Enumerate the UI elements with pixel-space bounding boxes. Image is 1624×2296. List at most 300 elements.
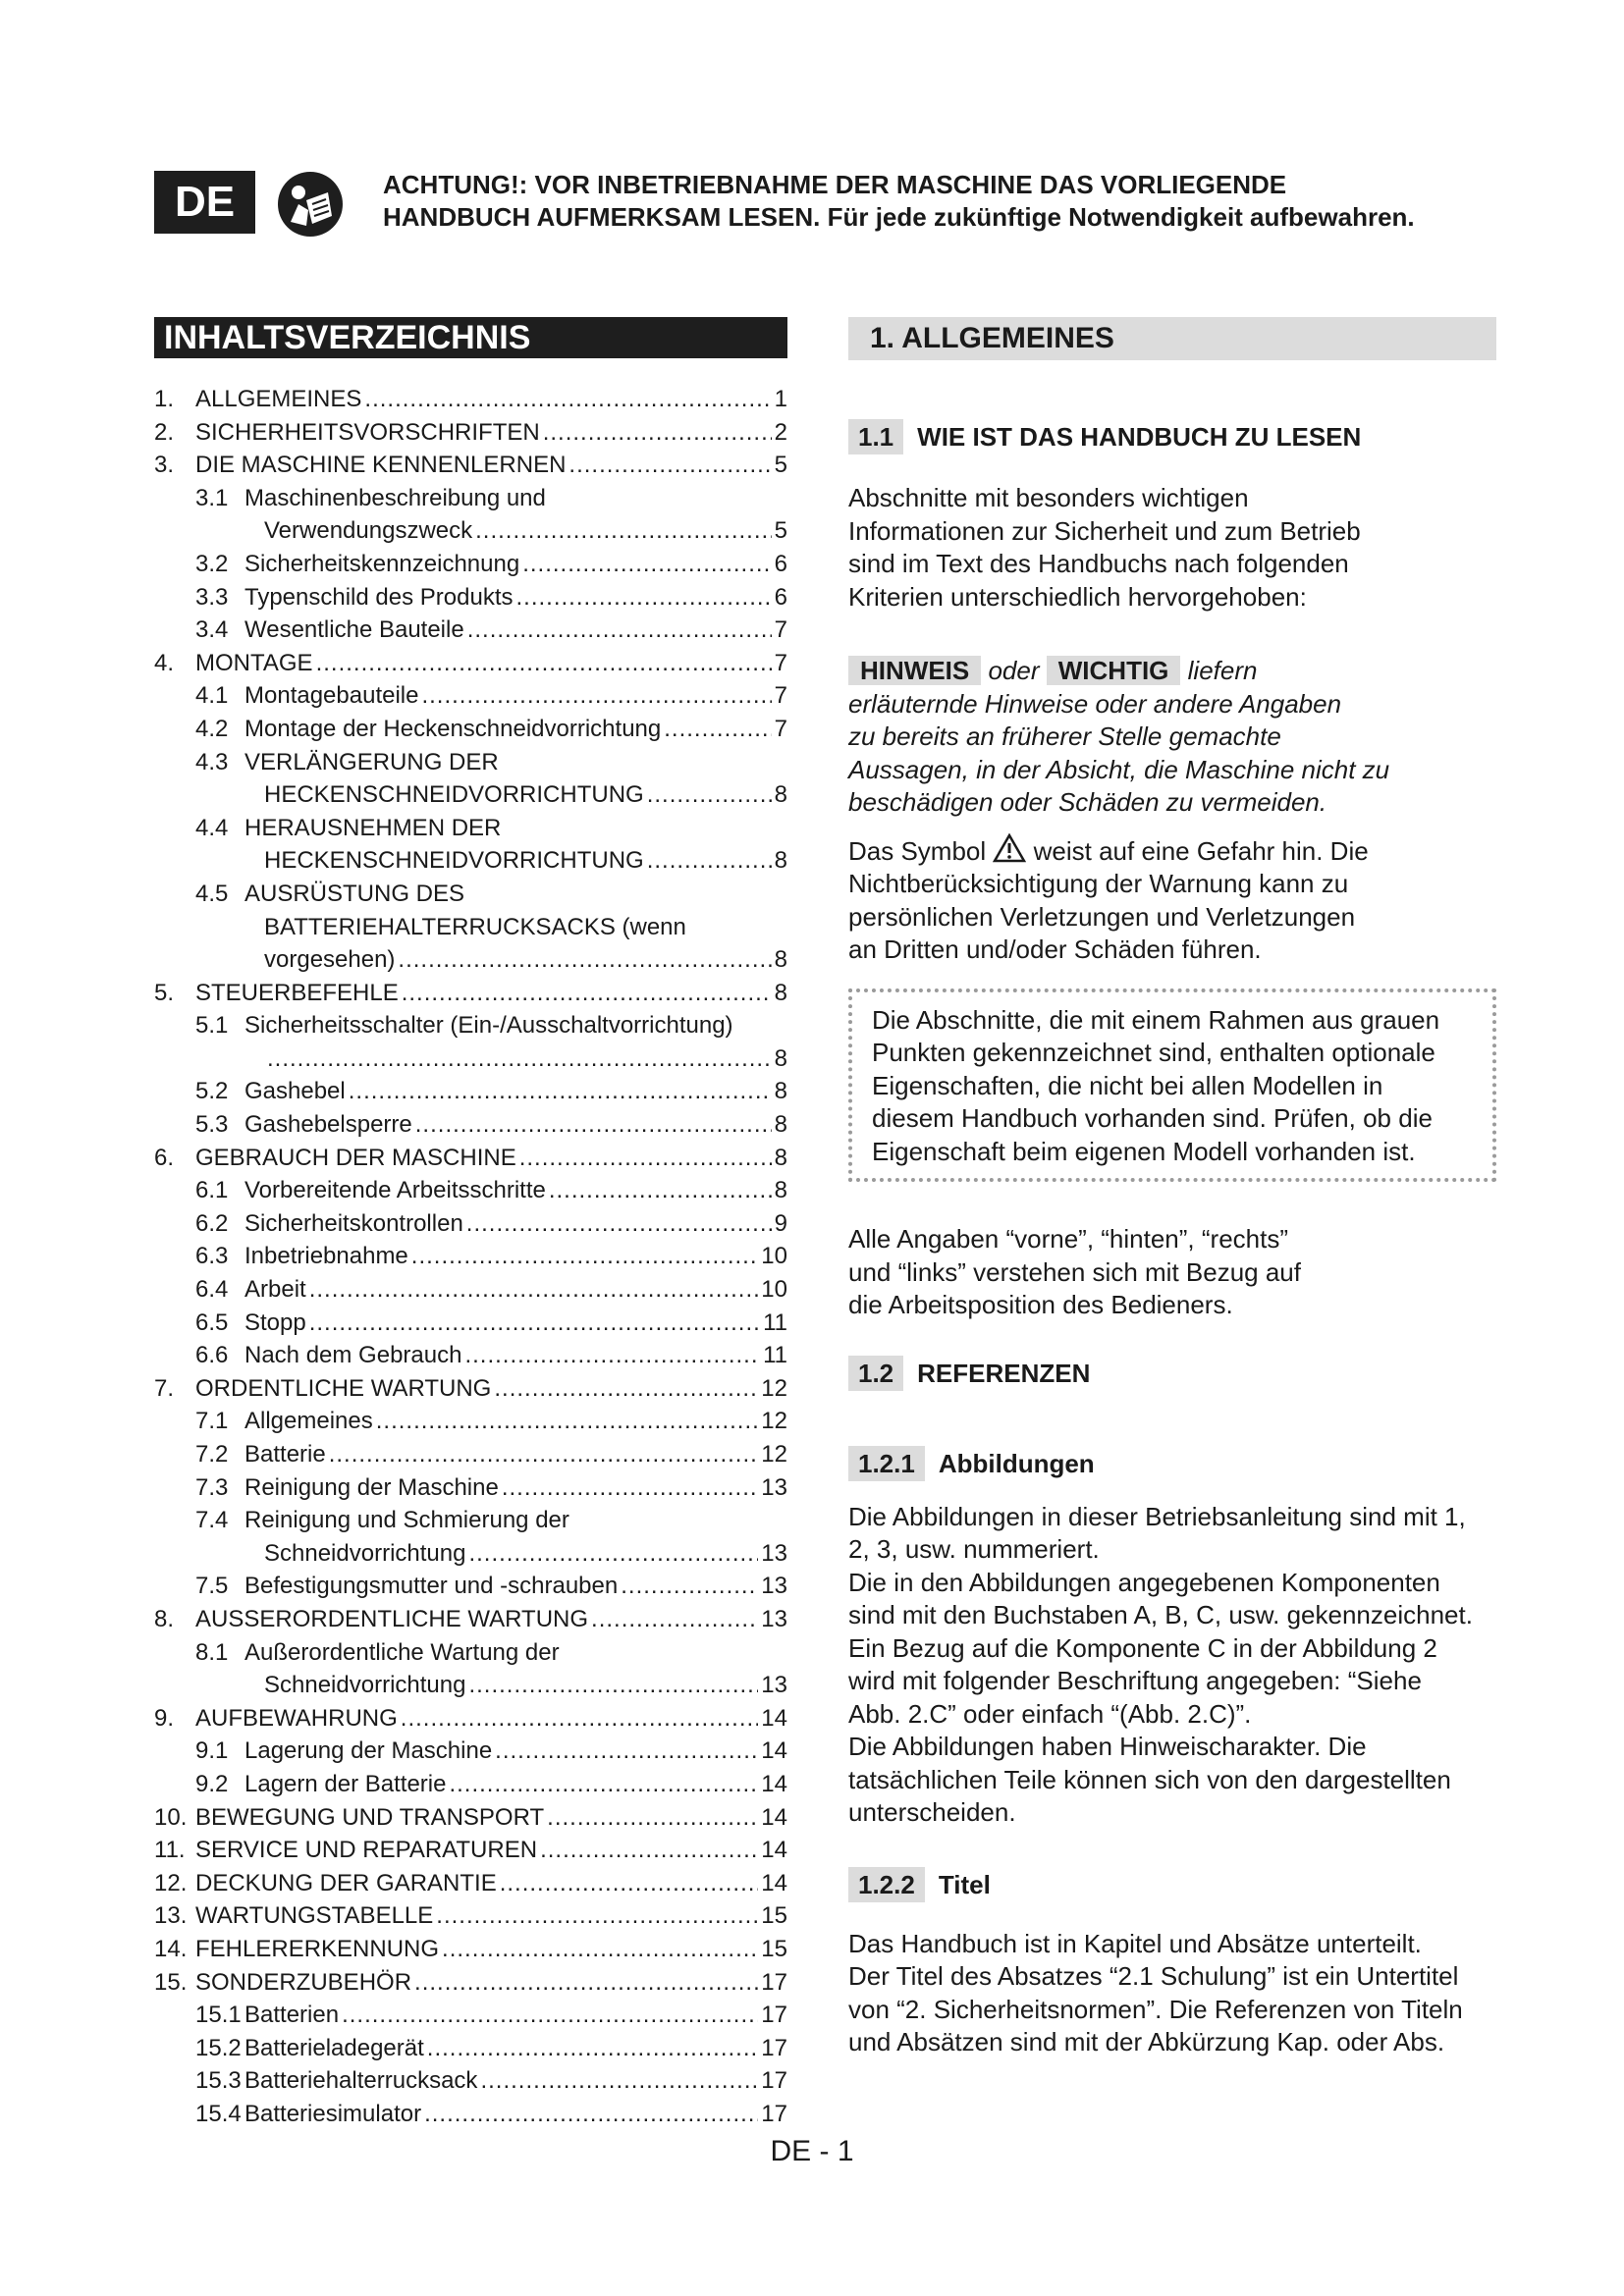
toc-page-number: 13	[761, 1573, 787, 1600]
toc-page-number: 14	[761, 1737, 787, 1765]
toc-text: Inbetriebnahme	[244, 1243, 408, 1270]
toc-number: 7.1	[195, 1408, 229, 1435]
toc-text: Batteriehalterrucksack	[244, 2067, 478, 2095]
toc-number: 15.4	[195, 2100, 242, 2127]
text-line: von “2. Sicherheitsnormen”. Die Referenzen von Titeln	[848, 1994, 1463, 2024]
toc-text: Batterien	[244, 2002, 340, 2029]
text-line: Das Handbuch ist in Kapitel und Absätze unterteilt.	[848, 1928, 1422, 1958]
toc-leader-dots	[449, 1768, 758, 1801]
text-line: Alle Angaben “vorne”, “hinten”, “rechts”	[848, 1224, 1288, 1254]
read-manual-icon	[277, 171, 344, 238]
toc-page-number: 17	[761, 2067, 787, 2095]
toc-text: Batterieladegerät	[244, 2034, 424, 2061]
toc-text: Gashebel	[244, 1078, 346, 1105]
text-line: diesem Handbuch vorhanden sind. Prüfen, ob die	[872, 1103, 1433, 1133]
toc-page-number: 5	[774, 517, 787, 545]
subsection-number: 1.1	[848, 419, 903, 454]
toc-number: 6.	[154, 1144, 175, 1171]
toc-leader-dots	[309, 1307, 760, 1340]
subsection-1-2-2-heading	[848, 1867, 1496, 1902]
toc-number: 4.1	[195, 682, 229, 710]
toc-entry	[154, 647, 787, 680]
toc-number: 6.2	[195, 1209, 229, 1237]
toc-page-number: 7	[774, 649, 787, 676]
toc-entry	[154, 614, 787, 647]
toc-leader-dots	[401, 1702, 759, 1735]
toc-leader-dots	[543, 416, 772, 450]
note-paragraph	[848, 655, 1496, 820]
toc-page-number: 7	[774, 715, 787, 742]
toc-page-number: 8	[774, 946, 787, 974]
symbol-paragraph	[848, 833, 1496, 967]
toc-text: Wesentliche Bauteile	[244, 616, 464, 644]
toc-page-number: 8	[774, 1111, 787, 1139]
text-line: Nichtberücksichtigung der Warnung kann zu	[848, 869, 1349, 898]
toc-page-number: 17	[761, 1968, 787, 1996]
toc-entry	[154, 1735, 787, 1768]
toc-text: SONDERZUBEHÖR	[195, 1968, 412, 1996]
toc-title: INHALTSVERZEICHNIS	[154, 317, 787, 358]
toc-text: vorgesehen)	[264, 946, 396, 974]
toc-number: 12.	[154, 1869, 188, 1896]
toc-page-number: 7	[774, 682, 787, 710]
toc-number: 7.3	[195, 1473, 229, 1501]
section-1-title: 1. ALLGEMEINES	[848, 317, 1496, 360]
toc-page-number: 9	[774, 1209, 787, 1237]
header-line-2: HANDBUCH AUFMERKSAM LESEN. Für jede zukünftige Notwendigkeit aufbewahren.	[383, 202, 1415, 232]
toc-entry	[154, 878, 787, 911]
text-line: sind im Text des Handbuchs nach folgenden	[848, 549, 1349, 578]
toc-text: Montagebauteile	[244, 682, 419, 710]
toc-text: HECKENSCHNEIDVORRICHTUNG	[264, 847, 644, 875]
toc-number: 7.5	[195, 1573, 229, 1600]
toc-leader-dots	[468, 1669, 758, 1702]
text-line: Aussagen, in der Absicht, die Maschine nicht zu	[848, 754, 1390, 784]
toc-text: Nach dem Gebrauch	[244, 1342, 462, 1369]
toc-text: STEUERBEFEHLE	[195, 979, 399, 1006]
toc-page-number: 6	[774, 550, 787, 577]
text-line: persönlichen Verletzungen und Verletzungen	[848, 901, 1356, 932]
toc-entry	[154, 1966, 787, 2000]
toc-number: 6.1	[195, 1177, 229, 1204]
toc-text: GEBRAUCH DER MASCHINE	[195, 1144, 516, 1171]
toc-entry	[154, 1537, 787, 1571]
toc-entry	[154, 2098, 787, 2131]
toc-page-number: 17	[761, 2002, 787, 2029]
toc-number: 15.2	[195, 2034, 242, 2061]
toc-number: 7.2	[195, 1441, 229, 1468]
toc-text: Verwendungszweck	[264, 517, 473, 545]
toc-page-number: 17	[761, 2034, 787, 2061]
toc-leader-dots	[495, 1735, 758, 1768]
toc-page-number: 10	[761, 1276, 787, 1304]
toc-number: 5.	[154, 979, 175, 1006]
toc-entry	[154, 1570, 787, 1603]
toc-entry	[154, 1108, 787, 1142]
toc-text: SICHERHEITSVORSCHRIFTEN	[195, 418, 540, 446]
toc-leader-dots	[342, 1999, 758, 2032]
titles-paragraph	[848, 1928, 1496, 2059]
toc-text: Außerordentliche Wartung der	[244, 1638, 560, 1666]
subsection-number: 1.2	[848, 1356, 903, 1391]
toc-leader-dots	[349, 1075, 772, 1108]
toc-text: Sicherheitskontrollen	[244, 1209, 463, 1237]
toc-text: SERVICE UND REPARATUREN	[195, 1837, 538, 1864]
toc-page-number: 14	[761, 1837, 787, 1864]
toc-text: Befestigungsmutter und -schrauben	[244, 1573, 619, 1600]
toc-page-number: 8	[774, 1144, 787, 1171]
toc-leader-dots	[411, 1240, 759, 1273]
toc-text: Typenschild des Produkts	[244, 583, 514, 611]
toc-entry	[154, 383, 787, 416]
text-line: die Arbeitsposition des Bedieners.	[848, 1290, 1233, 1319]
toc-text: Reinigung der Maschine	[244, 1473, 499, 1501]
toc-entry	[154, 1405, 787, 1438]
toc-entry	[154, 1669, 787, 1702]
subsection-title: REFERENZEN	[917, 1358, 1091, 1388]
toc-leader-dots	[547, 1801, 758, 1835]
toc-leader-dots	[415, 1108, 772, 1142]
toc-text: Stopp	[244, 1308, 306, 1336]
safety-warning-header	[383, 169, 1415, 234]
hinweis-tag: HINWEIS	[848, 656, 981, 685]
toc-text: Maschinenbeschreibung und	[244, 484, 546, 511]
text-line: erläuternde Hinweise oder andere Angaben	[848, 688, 1342, 719]
toc-entry	[154, 416, 787, 450]
language-badge: DE	[154, 171, 255, 234]
toc-text: DIE MASCHINE KENNENLERNEN	[195, 452, 567, 479]
toc-number: 5.1	[195, 1012, 229, 1040]
subsection-number: 1.2.2	[848, 1867, 925, 1902]
toc-page-number: 12	[761, 1374, 787, 1402]
toc-text: Gashebelsperre	[244, 1111, 412, 1139]
toc-entry	[154, 1702, 787, 1735]
toc-page-number: 14	[761, 1869, 787, 1896]
toc-entry	[154, 778, 787, 812]
subsection-title: WIE IST DAS HANDBUCH ZU LESEN	[917, 422, 1362, 452]
toc-leader-dots	[621, 1570, 758, 1603]
text-line: beschädigen oder Schäden zu vermeiden.	[848, 787, 1327, 817]
toc-entry	[154, 1471, 787, 1505]
toc-number: 4.	[154, 649, 175, 676]
toc-entry	[154, 943, 787, 977]
toc-number: 10.	[154, 1803, 188, 1831]
toc-entry	[154, 1438, 787, 1471]
toc-text: ORDENTLICHE WARTUNG	[195, 1374, 492, 1402]
toc-page-number: 15	[761, 1935, 787, 1962]
toc-entry	[154, 1999, 787, 2032]
wichtig-tag: WICHTIG	[1047, 656, 1181, 685]
toc-page-number: 8	[774, 1177, 787, 1204]
toc-text: Schneidvorrichtung	[264, 1672, 466, 1699]
toc-page-number: 10	[761, 1243, 787, 1270]
toc-leader-dots	[500, 1867, 759, 1900]
text-line: zu bereits an früherer Stelle gemachte	[848, 721, 1281, 751]
toc-leader-dots	[494, 1372, 758, 1406]
toc-entry	[154, 1867, 787, 1900]
toc-text: Lagern der Batterie	[244, 1770, 447, 1797]
toc-leader-dots	[329, 1438, 759, 1471]
toc-page-number: 7	[774, 616, 787, 644]
toc-text: HECKENSCHNEIDVORRICHTUNG	[264, 781, 644, 809]
toc-entry	[154, 1075, 787, 1108]
toc-page-number: 6	[774, 583, 787, 611]
toc-text: Montage der Heckenschneidvorrichtung	[244, 715, 662, 742]
toc-leader-dots	[466, 1207, 772, 1241]
toc-leader-dots	[549, 1174, 772, 1207]
toc-page-number: 1	[774, 386, 787, 412]
toc-entry	[154, 1142, 787, 1175]
toc-text: Lagerung der Maschine	[244, 1737, 493, 1765]
toc-entry	[154, 2064, 787, 2098]
text-line: Die Abbildungen in dieser Betriebsanleitung sind mit 1,	[848, 1501, 1466, 1531]
text-line: Die in den Abbildungen angegebenen Komponenten	[848, 1567, 1440, 1597]
toc-page-number: 5	[774, 452, 787, 479]
toc-leader-dots	[568, 449, 771, 482]
toc-entry	[154, 911, 787, 944]
subsection-1-2-1-heading	[848, 1446, 1496, 1481]
toc-leader-dots	[515, 581, 771, 614]
toc-number: 4.4	[195, 814, 229, 841]
toc-leader-dots	[475, 514, 772, 548]
toc-page-number: 8	[774, 1078, 787, 1105]
toc-number: 7.	[154, 1374, 175, 1402]
toc-text: DECKUNG DER GARANTIE	[195, 1869, 497, 1896]
toc-leader-dots	[502, 1471, 758, 1505]
toc-leader-dots	[398, 943, 771, 977]
text-line: Kriterien unterschiedlich hervorgehoben:	[848, 581, 1307, 612]
toc-number: 7.4	[195, 1507, 229, 1534]
toc-leader-dots	[468, 1537, 758, 1571]
toc-entry	[154, 1603, 787, 1636]
subsection-1-1-heading	[848, 419, 1496, 454]
toc-text: Vorbereitende Arbeitsschritte	[244, 1177, 546, 1204]
toc-number: 8.1	[195, 1638, 229, 1666]
toc-number: 9.1	[195, 1737, 229, 1765]
toc-page-number: 11	[763, 1342, 787, 1369]
toc-leader-dots	[467, 614, 772, 647]
toc-text: Arbeit	[244, 1276, 306, 1304]
toc-number: 3.1	[195, 484, 229, 511]
toc-number: 9.2	[195, 1770, 229, 1797]
toc-text: AUSRÜSTUNG DES	[244, 880, 465, 907]
toc-number: 8.	[154, 1605, 175, 1632]
toc-entry	[154, 679, 787, 713]
toc-entry	[154, 1372, 787, 1406]
toc-page-number: 13	[761, 1672, 787, 1699]
toc-leader-dots	[519, 1142, 772, 1175]
toc-entry	[154, 977, 787, 1010]
symbol-suffix: weist auf eine Gefahr hin. Die	[1033, 835, 1369, 866]
toc-page-number: 14	[761, 1803, 787, 1831]
toc-leader-dots	[424, 2098, 758, 2131]
toc-page-number: 8	[774, 781, 787, 809]
toc-entry	[154, 1768, 787, 1801]
toc-leader-dots	[647, 844, 772, 878]
toc-entry	[154, 1834, 787, 1867]
toc-number: 15.3	[195, 2067, 242, 2095]
toc-text: Sicherheitskennzeichnung	[244, 550, 520, 577]
toc-leader-dots	[647, 778, 772, 812]
toc-entry	[154, 482, 787, 515]
toc-number: 2.	[154, 418, 175, 446]
toc-page-number: 13	[761, 1473, 787, 1501]
toc-entry	[154, 746, 787, 779]
toc-entry	[154, 1801, 787, 1835]
toc-entry	[154, 1933, 787, 1966]
text-line: Abb. 2.C” oder einfach “(Abb. 2.C)”.	[848, 1698, 1252, 1729]
toc-text: BEWEGUNG UND TRANSPORT	[195, 1803, 545, 1831]
toc-entry	[154, 1899, 787, 1933]
table-of-contents	[154, 383, 787, 2130]
toc-leader-dots	[442, 1933, 758, 1966]
toc-page-number: 13	[761, 1605, 787, 1632]
toc-number: 1.	[154, 386, 175, 412]
directions-paragraph	[848, 1223, 1496, 1322]
text-line: und “links” verstehen sich mit Bezug auf	[848, 1256, 1301, 1287]
text-line: Eigenschaften, die nicht bei allen Modellen in	[872, 1070, 1383, 1100]
toc-number: 6.3	[195, 1243, 229, 1270]
page-number: DE - 1	[770, 2135, 854, 2167]
toc-page-number: 8	[774, 979, 787, 1006]
toc-page-number: 12	[761, 1441, 787, 1468]
toc-leader-dots	[427, 2032, 759, 2065]
text-line: unterscheiden.	[848, 1797, 1016, 1827]
toc-number: 6.5	[195, 1308, 229, 1336]
toc-page-number: 8	[774, 847, 787, 875]
toc-leader-dots	[376, 1405, 759, 1438]
toc-entry	[154, 1339, 787, 1372]
toc-page-number: 8	[774, 1044, 787, 1072]
toc-number: 13.	[154, 1902, 188, 1930]
subsection-1-2-heading	[848, 1356, 1496, 1391]
toc-entry	[154, 2032, 787, 2065]
optional-features-box	[848, 988, 1496, 1183]
toc-number: 4.5	[195, 880, 229, 907]
toc-text: MONTAGE	[195, 649, 313, 676]
toc-number: 6.6	[195, 1342, 229, 1369]
toc-leader-dots	[267, 1042, 772, 1076]
toc-text: FEHLERERKENNUNG	[195, 1935, 440, 1962]
toc-text: VERLÄNGERUNG DER	[244, 748, 499, 775]
warning-triangle-icon	[993, 833, 1026, 863]
toc-leader-dots	[402, 977, 772, 1010]
toc-entry	[154, 812, 787, 845]
toc-leader-dots	[522, 548, 771, 581]
oder-text: oder	[988, 656, 1040, 685]
toc-entry	[154, 1307, 787, 1340]
toc-entry	[154, 1504, 787, 1537]
toc-text: Batterie	[244, 1441, 326, 1468]
toc-number: 3.3	[195, 583, 229, 611]
toc-page-number: 15	[761, 1902, 787, 1930]
text-line: an Dritten und/oder Schäden führen.	[848, 934, 1262, 964]
subsection-title: Abbildungen	[938, 1448, 1095, 1478]
toc-text: Batteriesimulator	[244, 2100, 422, 2127]
text-line: Die Abbildungen haben Hinweischarakter. Die	[848, 1732, 1367, 1761]
toc-page-number: 14	[761, 1704, 787, 1732]
toc-text: WARTUNGSTABELLE	[195, 1902, 434, 1930]
toc-number: 4.2	[195, 715, 229, 742]
text-line: Abschnitte mit besonders wichtigen	[848, 483, 1249, 512]
toc-page-number: 12	[761, 1408, 787, 1435]
intro-paragraph	[848, 482, 1496, 614]
toc-leader-dots	[464, 1339, 760, 1372]
toc-leader-dots	[664, 713, 771, 746]
toc-entry	[154, 1174, 787, 1207]
toc-leader-dots	[316, 647, 772, 680]
symbol-prefix: Das Symbol	[848, 835, 987, 866]
text-line: Der Titel des Absatzes “2.1 Schulung” ist ein Untertitel	[848, 1961, 1459, 1991]
text-line: Informationen zur Sicherheit und zum Betrieb	[848, 515, 1361, 546]
toc-leader-dots	[309, 1273, 759, 1307]
toc-page-number: 13	[761, 1539, 787, 1567]
toc-number: 15.1	[195, 2002, 242, 2029]
toc-leader-dots	[591, 1603, 758, 1636]
toc-entry	[154, 844, 787, 878]
toc-entry	[154, 1042, 787, 1076]
toc-text: AUFBEWAHRUNG	[195, 1704, 398, 1732]
text-line: und Absätzen sind mit der Abkürzung Kap. oder Abs.	[848, 2027, 1445, 2056]
toc-leader-dots	[421, 679, 771, 713]
toc-number: 5.2	[195, 1078, 229, 1105]
toc-text: AUSSERORDENTLICHE WARTUNG	[195, 1605, 589, 1632]
toc-number: 3.	[154, 452, 175, 479]
toc-page-number: 17	[761, 2100, 787, 2127]
toc-number: 3.4	[195, 616, 229, 644]
toc-entry	[154, 1240, 787, 1273]
text-line: Eigenschaft beim eigenen Modell vorhanden ist.	[872, 1136, 1416, 1166]
toc-text: Allgemeines	[244, 1408, 373, 1435]
toc-entry	[154, 713, 787, 746]
toc-number: 6.4	[195, 1276, 229, 1304]
text-line: 2, 3, usw. nummeriert.	[848, 1534, 1100, 1564]
toc-text: HERAUSNEHMEN DER	[244, 814, 502, 841]
toc-entry	[154, 1636, 787, 1670]
toc-text: BATTERIEHALTERRUCKSACKS (wenn	[264, 913, 686, 940]
toc-leader-dots	[436, 1899, 758, 1933]
toc-text: Sicherheitsschalter (Ein-/Ausschaltvorrichtung)	[244, 1012, 733, 1040]
toc-number: 14.	[154, 1935, 188, 1962]
toc-leader-dots	[364, 383, 771, 416]
toc-entry	[154, 1273, 787, 1307]
toc-number: 15.	[154, 1968, 188, 1996]
figures-paragraph	[848, 1501, 1496, 1830]
toc-leader-dots	[540, 1834, 758, 1867]
toc-text: Reinigung und Schmierung der	[244, 1507, 569, 1534]
subsection-number: 1.2.1	[848, 1446, 925, 1481]
text-line: Ein Bezug auf die Komponente C in der Abbildung 2	[848, 1632, 1437, 1663]
text-line: Punkten gekennzeichnet sind, enthalten optionale	[872, 1038, 1435, 1067]
toc-text: ALLGEMEINES	[195, 386, 362, 412]
toc-page-number: 11	[763, 1308, 787, 1336]
toc-entry	[154, 581, 787, 614]
toc-page-number: 2	[774, 418, 787, 446]
toc-entry	[154, 449, 787, 482]
toc-entry	[154, 514, 787, 548]
header-line-1: ACHTUNG!: VOR INBETRIEBNAHME DER MASCHINE DAS VORLIEGENDE	[383, 170, 1287, 199]
text-line: wird mit folgender Beschriftung angegeben: “Siehe	[848, 1666, 1422, 1695]
text-line: sind mit den Buchstaben A, B, C, usw. gekennzeichnet.	[848, 1600, 1473, 1629]
toc-number: 4.3	[195, 748, 229, 775]
toc-number: 11.	[154, 1837, 186, 1864]
toc-leader-dots	[414, 1966, 758, 2000]
toc-entry	[154, 548, 787, 581]
text-line: Die Abschnitte, die mit einem Rahmen aus grauen	[872, 1004, 1440, 1035]
toc-entry	[154, 1009, 787, 1042]
toc-number: 5.3	[195, 1111, 229, 1139]
toc-number: 3.2	[195, 550, 229, 577]
